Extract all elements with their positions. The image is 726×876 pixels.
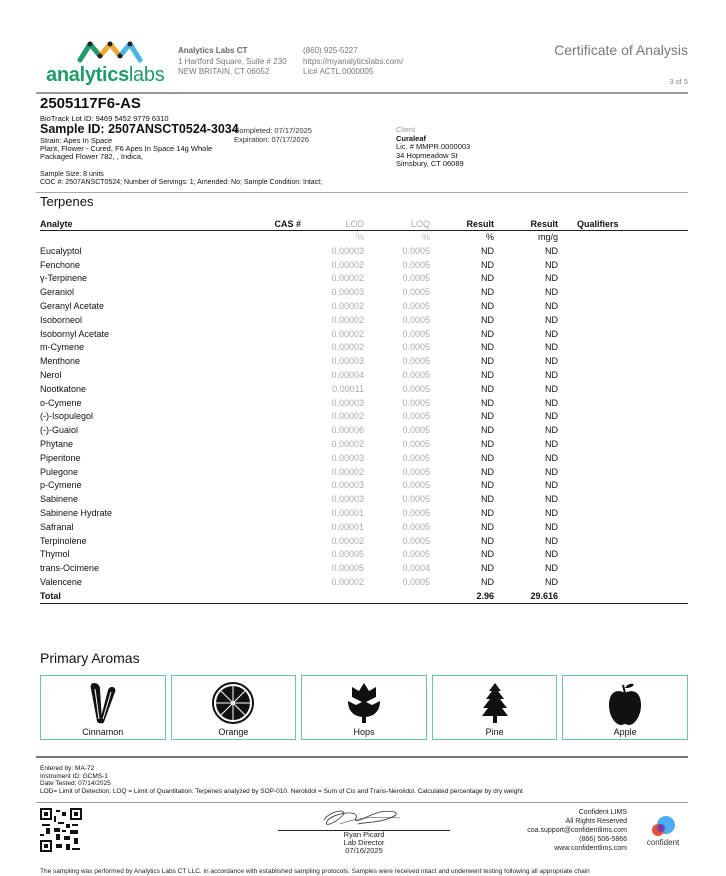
section-divider (36, 192, 688, 193)
result-pct-cell: ND (481, 328, 494, 339)
lab-address-line1: 1 Hartford Square, Suite # 230 (178, 56, 287, 66)
loq-cell: 0.0005 (402, 576, 430, 587)
product-line1: Plant, Flower - Cured, F6 Apes In Space 14g Whole (40, 144, 213, 153)
loq-cell: 0.0005 (402, 287, 430, 298)
loq-cell: 0.0005 (402, 480, 430, 491)
lot-title: 2505117F6-AS (40, 95, 141, 112)
lod-cell: 0.00003 (331, 480, 364, 491)
result-mg-cell: ND (545, 287, 558, 298)
result-pct-cell: ND (481, 411, 494, 422)
lod-cell: 0.00002 (331, 466, 364, 477)
result-mg-cell: ND (545, 466, 558, 477)
result-mg-cell: ND (545, 452, 558, 463)
table-row (40, 548, 688, 562)
loq-cell: 0.0005 (402, 273, 430, 284)
apple-icon (606, 681, 644, 727)
loq-cell: 0.0005 (402, 507, 430, 518)
analyte-cell: o-Cymene (40, 397, 82, 408)
aroma-label: Cinnamon (82, 727, 124, 737)
analyte-cell: Phytane (40, 438, 74, 449)
result-mg-cell: ND (545, 549, 558, 560)
aroma-label: Apple (613, 727, 637, 737)
confident-logo (638, 814, 688, 850)
signer-title: Lab Director (343, 838, 385, 847)
unit-lod: % (355, 232, 364, 242)
loq-cell: 0.0005 (402, 314, 430, 325)
result-mg-cell: ND (545, 245, 558, 256)
analyte-cell: m-Cymene (40, 342, 85, 353)
table-row (40, 576, 688, 590)
terpenes-table (40, 218, 688, 604)
loq-cell: 0.0005 (402, 452, 430, 463)
result-pct-cell: ND (481, 300, 494, 311)
lod-cell: 0.00002 (331, 535, 364, 546)
loq-cell: 0.0005 (402, 342, 430, 353)
aroma-pine (432, 675, 558, 740)
lims-info (500, 808, 627, 853)
analyte-cell: Nootkatone (40, 383, 87, 394)
analyte-cell: Geranyl Acetate (40, 300, 105, 311)
total-pct: 2.96 (476, 590, 494, 601)
analyte-cell: Piperitone (40, 452, 81, 463)
aroma-apple (562, 675, 688, 740)
page-number: 3 of 5 (669, 77, 688, 86)
cinnamon-icon (88, 681, 118, 725)
result-mg-cell: ND (545, 356, 558, 367)
result-mg-cell: ND (545, 438, 558, 449)
result-pct-cell: ND (481, 397, 494, 408)
analyte-cell: Fenchone (40, 259, 81, 270)
table-row (40, 314, 688, 328)
table-row (40, 507, 688, 521)
result-pct-cell: ND (481, 245, 494, 256)
result-mg-cell: ND (545, 369, 558, 380)
result-pct-cell: ND (481, 314, 494, 325)
sample-details (40, 137, 212, 161)
loq-cell: 0.0005 (402, 549, 430, 560)
result-pct-cell: ND (481, 576, 494, 587)
result-mg-cell: ND (545, 563, 558, 574)
loq-cell: 0.0005 (402, 494, 430, 505)
lod-cell: 0.00002 (331, 259, 364, 270)
analyte-cell: Geraniol (40, 287, 75, 298)
loq-cell: 0.0005 (402, 383, 430, 394)
lod-cell: 0.00002 (331, 438, 364, 449)
section-title-aromas: Primary Aromas (40, 650, 140, 666)
loq-cell: 0.0005 (402, 356, 430, 367)
loq-cell: 0.0005 (402, 466, 430, 477)
lod-cell: 0.00002 (331, 411, 364, 422)
result-mg-cell: ND (545, 328, 558, 339)
result-mg-cell: ND (545, 425, 558, 436)
result-mg-cell: ND (545, 314, 558, 325)
loq-cell: 0.0005 (402, 438, 430, 449)
result-pct-cell: ND (481, 466, 494, 477)
lab-license: Lic# ACTL.0000005 (303, 67, 374, 76)
logo-text-bold: analytics (46, 64, 129, 86)
pine-icon (480, 681, 510, 725)
table-row (40, 438, 688, 452)
analyte-cell: (-)-Guaiol (40, 425, 79, 436)
result-mg-cell: ND (545, 383, 558, 394)
loq-cell: 0.0005 (402, 535, 430, 546)
analyte-cell: Terpinolene (40, 535, 87, 546)
header-divider (36, 92, 688, 94)
aroma-orange (171, 675, 297, 740)
result-pct-cell: ND (481, 521, 494, 532)
confident-logo-text: confident (646, 838, 680, 847)
lod-cell: 0.00002 (331, 300, 364, 311)
analyte-cell: Isoborneol (40, 314, 83, 325)
lod-cell: 0.00002 (331, 342, 364, 353)
lod-cell: 0.00002 (331, 328, 364, 339)
result-mg-cell: ND (545, 494, 558, 505)
unit-loq: % (421, 232, 430, 242)
signed-date: 07/16/2025 (345, 846, 383, 855)
lod-cell: 0.00006 (331, 425, 364, 436)
analyte-cell: Nerol (40, 369, 62, 380)
result-pct-cell: ND (481, 342, 494, 353)
table-row (40, 479, 688, 493)
instrument-id: Instrument ID: GCMS-1 (40, 772, 108, 780)
lims-phone: (866) 506-5866 (579, 836, 627, 843)
client-address1: 34 Hopmeadow St (396, 150, 458, 160)
table-row (40, 424, 688, 438)
client-address2: Simsbury, CT 06089 (396, 159, 464, 168)
expiration-date: Expiration: 07/17/2026 (234, 135, 310, 144)
orange-icon (211, 681, 255, 725)
table-row (40, 272, 688, 286)
loq-cell: 0.0005 (402, 411, 430, 422)
lod-cell: 0.00004 (331, 369, 364, 380)
table-row (40, 383, 688, 397)
section-title-terpenes: Terpenes (40, 194, 94, 209)
lod-cell: 0.00001 (331, 521, 364, 532)
footer-notes (40, 765, 523, 795)
loq-cell: 0.0005 (402, 397, 430, 408)
result-pct-cell: ND (481, 259, 494, 270)
analyte-cell: trans-Ocimene (40, 563, 100, 574)
result-mg-cell: ND (545, 397, 558, 408)
lims-email-link[interactable]: coa.support@confidentlims.com (527, 827, 627, 834)
client-label: Client (396, 125, 416, 134)
header-result-mg: Result (530, 219, 558, 229)
table-row (40, 355, 688, 369)
result-pct-cell: ND (481, 273, 494, 284)
signer-block (278, 831, 450, 855)
result-pct-cell: ND (481, 535, 494, 546)
analyte-cell: Sabinene (40, 494, 79, 505)
table-row (40, 397, 688, 411)
result-pct-cell: ND (481, 549, 494, 560)
table-row (40, 259, 688, 273)
document-title: Certificate of Analysis (554, 42, 688, 58)
analyte-cell: γ-Terpinene (40, 273, 88, 284)
strain: Strain: Apes In Space (40, 136, 113, 145)
analyte-cell: Safranal (40, 521, 74, 532)
aromas-grid (40, 675, 688, 740)
completed-date: Completed: 07/17/2025 (234, 126, 312, 135)
result-pct-cell: ND (481, 383, 494, 394)
lims-url-link[interactable]: www.confidentlims.com (554, 845, 627, 852)
sample-id: Sample ID: 2507ANSCT0524-3034 (40, 122, 239, 136)
table-row (40, 341, 688, 355)
lod-cell: 0.00002 (331, 314, 364, 325)
result-pct-cell: ND (481, 507, 494, 518)
result-mg-cell: ND (545, 576, 558, 587)
lod-cell: 0.00003 (331, 452, 364, 463)
lod-cell: 0.00005 (331, 549, 364, 560)
table-units-row (40, 231, 688, 245)
result-pct-cell: ND (481, 438, 494, 449)
analyte-cell: Sabinene Hydrate (40, 507, 113, 518)
result-mg-cell: ND (545, 411, 558, 422)
analyte-cell: Eucalyptol (40, 245, 82, 256)
table-total-row (40, 590, 688, 604)
result-mg-cell: ND (545, 507, 558, 518)
loq-cell: 0.0005 (402, 245, 430, 256)
footer-divider (36, 756, 688, 758)
lod-cell: 0.00003 (331, 397, 364, 408)
biotrack-lot-id: BioTrack Lot ID: 9469 5452 9779 6310 (40, 114, 169, 123)
lab-address (178, 46, 287, 78)
result-mg-cell: ND (545, 342, 558, 353)
lod-cell: 0.00005 (331, 563, 364, 574)
client-name: Curaleaf (396, 133, 427, 143)
lod-cell: 0.00003 (331, 494, 364, 505)
lod-cell: 0.00011 (332, 383, 364, 394)
analyte-cell: (-)-Isopulegol (40, 411, 94, 422)
disclaimer: The sampling was performed by Analytics Labs CT LLC. in accordance with established sampling protocols. Samples were received intact and underwent testing following all appropriate chain (40, 868, 590, 875)
header-qualifiers: Qualifiers (577, 219, 619, 229)
footer-divider-2 (36, 802, 688, 803)
result-mg-cell: ND (545, 273, 558, 284)
header-loq: LOQ (410, 219, 430, 229)
loq-cell: 0.0005 (402, 300, 430, 311)
table-row (40, 286, 688, 300)
header-cas: CAS # (274, 219, 301, 229)
table-row (40, 493, 688, 507)
result-mg-cell: ND (545, 259, 558, 270)
header-analyte: Analyte (40, 219, 73, 229)
table-header (40, 218, 688, 231)
aroma-label: Pine (485, 727, 504, 737)
analyte-cell: p-Cymene (40, 480, 82, 491)
table-row (40, 466, 688, 480)
qr-code-icon[interactable] (40, 808, 82, 852)
client-block (396, 126, 470, 169)
product-line2: Packaged Flower 782, , Indica, (40, 152, 143, 161)
table-row (40, 452, 688, 466)
total-label: Total (40, 590, 61, 601)
loq-cell: 0.0005 (402, 425, 430, 436)
table-row (40, 535, 688, 549)
result-pct-cell: ND (481, 425, 494, 436)
result-mg-cell: ND (545, 480, 558, 491)
result-pct-cell: ND (481, 369, 494, 380)
coc-line: COC #: 2507ANSCT0524; Number of Servings: 1; Amended: No; Sample Condition: Intact; (40, 179, 323, 186)
aroma-label: Orange (218, 727, 249, 737)
method-notes: LOD= Limit of Detection, LOQ = Limit of Quantitation. Terpenes analyzed by SOP-010. Nerolidol = Sum of Cis and Trans-Nerolidol. Calculated percentage by dry weight (40, 787, 523, 795)
lab-contact (303, 46, 403, 78)
result-mg-cell: ND (545, 300, 558, 311)
table-row (40, 410, 688, 424)
table-row (40, 300, 688, 314)
result-pct-cell: ND (481, 563, 494, 574)
result-pct-cell: ND (481, 356, 494, 367)
table-row (40, 369, 688, 383)
logo-text-light: labs (128, 64, 165, 86)
date-tested: Date Tested: 07/14/2025 (40, 780, 111, 788)
lims-rights: All Rights Reserved (565, 818, 627, 825)
analyte-cell: Valencene (40, 576, 82, 587)
unit-result-pct: % (485, 232, 494, 242)
loq-cell: 0.0005 (402, 259, 430, 270)
lod-cell: 0.00001 (331, 507, 364, 518)
loq-cell: 0.0005 (402, 521, 430, 532)
aroma-cinnamon (40, 675, 166, 740)
lab-address-line2: NEW BRITAIN, CT 06052 (178, 67, 270, 76)
result-pct-cell: ND (481, 494, 494, 505)
analyte-cell: Thymol (40, 549, 70, 560)
entered-by: Entered by: MA-72 (40, 765, 95, 772)
analyte-cell: Pulegone (40, 466, 79, 477)
header-lod: LOD (345, 219, 364, 229)
sample-dates (234, 126, 312, 144)
unit-result-mg: mg/g (537, 232, 558, 242)
table-row (40, 245, 688, 259)
loq-cell: 0.0004 (402, 563, 430, 574)
lod-cell: 0.00002 (331, 273, 364, 284)
table-row (40, 328, 688, 342)
lod-cell: 0.00003 (331, 245, 364, 256)
lod-cell: 0.00002 (331, 576, 364, 587)
lab-url-link[interactable]: https://myanalyticslabs.com/ (303, 56, 404, 66)
result-pct-cell: ND (481, 452, 494, 463)
aroma-label: Hops (353, 727, 375, 737)
total-mg: 29.616 (530, 590, 558, 601)
hops-icon (346, 681, 382, 725)
lab-name: Analytics Labs CT (178, 46, 248, 55)
loq-cell: 0.0005 (402, 369, 430, 380)
client-license: Lic. # MMPR.0000003 (396, 142, 471, 151)
result-pct-cell: ND (481, 287, 494, 298)
table-row (40, 521, 688, 535)
sample-size-block (40, 171, 322, 187)
analyte-cell: Isobornyl Acetate (40, 328, 110, 339)
analyte-cell: Menthone (40, 356, 81, 367)
logo-mark-icon (76, 38, 152, 64)
lab-phone: (860) 925-5227 (303, 46, 358, 55)
lod-cell: 0.00003 (331, 356, 364, 367)
header-result-pct: Result (466, 219, 494, 229)
result-mg-cell: ND (545, 521, 558, 532)
signer-name: Ryan Picard (343, 830, 385, 839)
aroma-hops (301, 675, 427, 740)
lims-name: Confident LIMS (578, 809, 627, 816)
loq-cell: 0.0005 (402, 328, 430, 339)
lod-cell: 0.00003 (331, 287, 364, 298)
sample-size: Sample Size: 8 units (40, 171, 104, 178)
confident-logo-icon (638, 814, 688, 840)
result-mg-cell: ND (545, 535, 558, 546)
analytics-labs-logo (46, 38, 166, 90)
result-pct-cell: ND (481, 480, 494, 491)
table-row (40, 562, 688, 576)
